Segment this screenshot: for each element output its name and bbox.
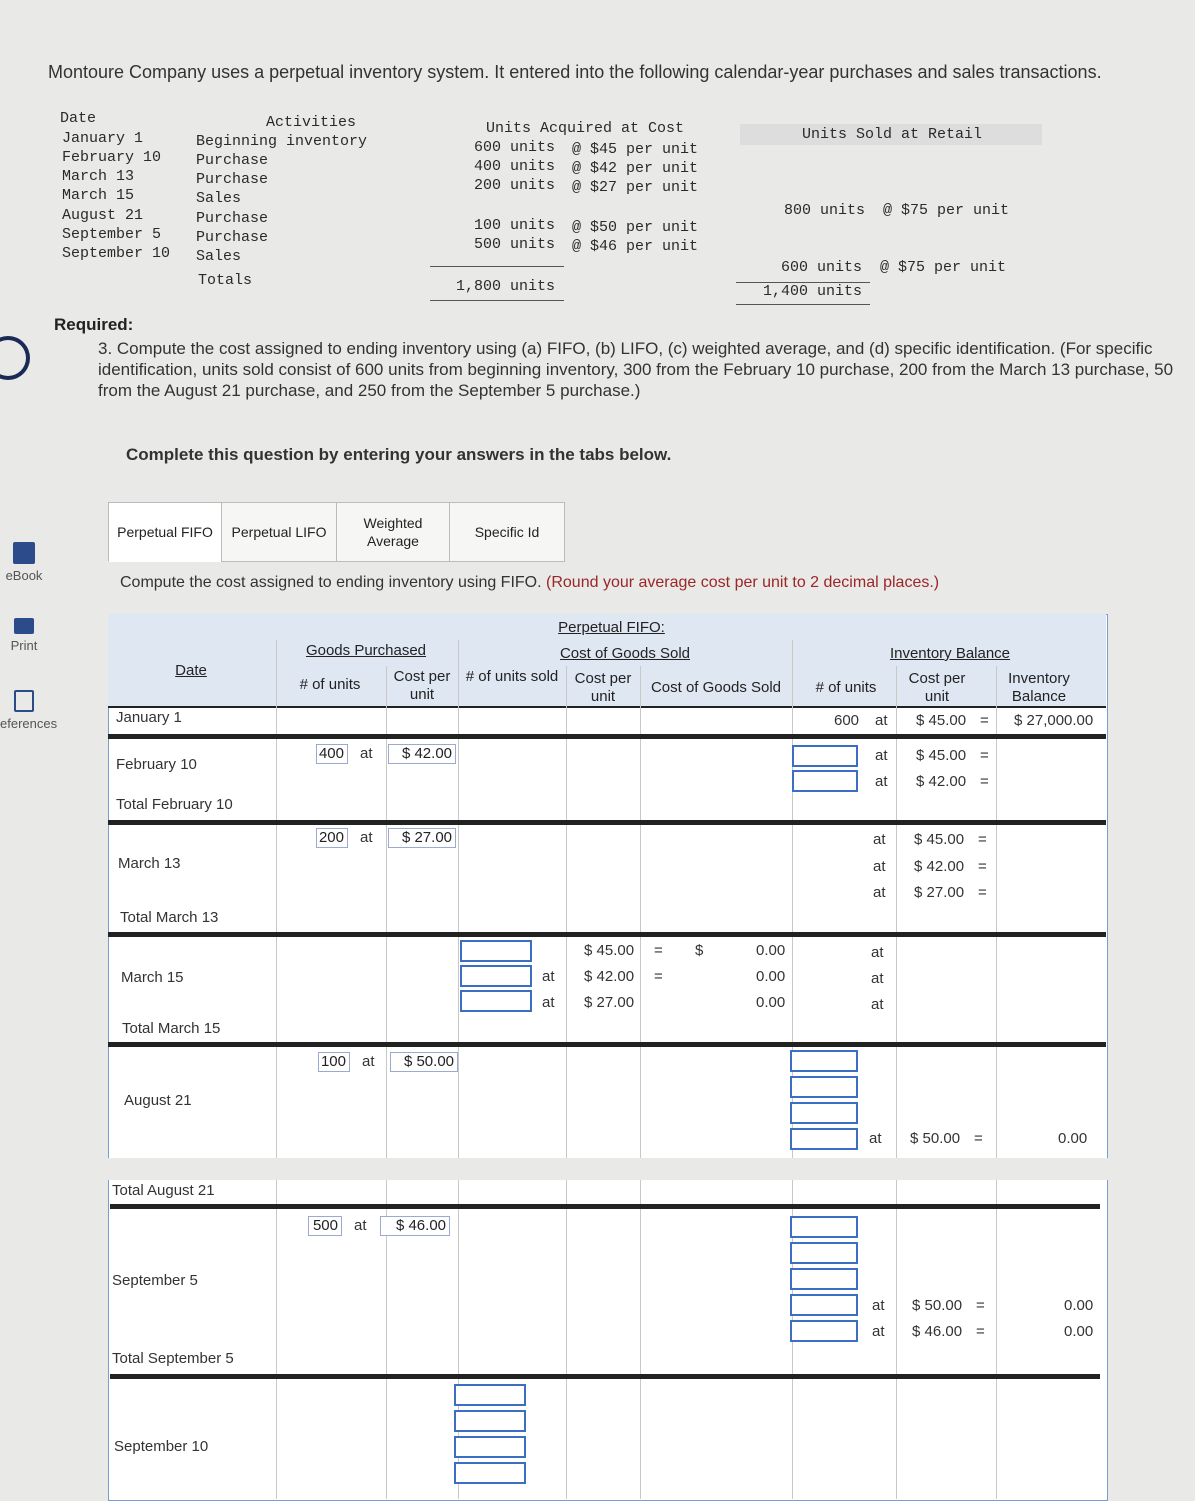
inv-units-sep5-5[interactable] — [790, 1320, 858, 1342]
units-sold-mar15-1[interactable] — [460, 940, 532, 962]
purchase-cost-mar13[interactable]: $ 27.00 — [388, 828, 456, 848]
inv-balance-jan1: $ 27,000.00 — [1014, 712, 1094, 729]
row-separator — [108, 932, 1106, 937]
units-sold-sep10-4[interactable] — [454, 1462, 526, 1484]
inv-units-sep5-2[interactable] — [790, 1242, 858, 1264]
header-inv-cost: Cost per unit — [908, 670, 966, 705]
table-header-activities: Activities — [266, 114, 357, 131]
at-text: at — [871, 944, 884, 961]
header-num-units: # of units — [299, 676, 361, 693]
tx-activity: Sales — [196, 248, 242, 265]
at-text: at — [871, 970, 884, 987]
at-text: at — [542, 994, 555, 1011]
at-text: at — [354, 1217, 367, 1234]
row-separator — [110, 1374, 1100, 1379]
ebook-icon — [13, 542, 35, 564]
cogs-cost-mar15-1: $ 45.00 — [584, 942, 635, 959]
purchase-units-sep5[interactable]: 500 — [308, 1216, 342, 1236]
eq-text: = — [980, 712, 989, 729]
total-acquired: 1,800 units — [456, 278, 556, 295]
tx-units-sold: 800 units @ $75 per unit — [784, 202, 1010, 219]
inv-cost-sep5-2: $ 46.00 — [912, 1323, 963, 1340]
inv-cost-aug21: $ 50.00 — [910, 1130, 961, 1147]
sidebar-item-ebook[interactable] — [0, 542, 48, 583]
inv-units-aug21-3[interactable] — [790, 1102, 858, 1124]
tab-weighted-average[interactable]: Weighted Average — [336, 502, 450, 562]
eq-text: = — [974, 1130, 983, 1147]
header-goods-purchased: Goods Purchased — [305, 642, 427, 659]
at-text: at — [872, 1323, 885, 1340]
row-label-mar15-total: Total March 15 — [122, 1020, 221, 1037]
inv-cost-mar13-2: $ 42.00 — [914, 858, 965, 875]
units-sold-mar15-3[interactable] — [460, 990, 532, 1012]
cogs-cost-mar15-2: $ 42.00 — [584, 968, 635, 985]
tx-unit-cost: @ $42 per unit — [572, 160, 699, 177]
references-icon — [14, 690, 34, 712]
totals-underline-acquired — [430, 300, 564, 301]
purchase-cost-aug21[interactable]: $ 50.00 — [390, 1052, 458, 1072]
inv-units-sep5-1[interactable] — [790, 1216, 858, 1238]
tx-units-acquired: 500 units — [474, 236, 556, 253]
header-inventory-balance: Inventory Balance — [889, 645, 1011, 662]
row-separator — [110, 1204, 1100, 1209]
tx-date: February 10 — [62, 149, 162, 166]
at-text: at — [875, 712, 888, 729]
inv-units-feb10-2[interactable] — [792, 770, 858, 792]
at-text: at — [875, 747, 888, 764]
sidebar-references-label: eferences — [0, 716, 58, 731]
tx-units-acquired: 100 units — [474, 217, 556, 234]
eq-text: = — [978, 858, 987, 875]
required-text: 3. Compute the cost assigned to ending inventory using (a) FIFO, (b) LIFO, (c) weighted average, and (d) specific identification. (For specific identification, units sold consist of 600 units from beginning inventory, 300 from the February 10 purchase, 200 from the March 13 purchase, 50 from the August 21 purchase, and 250 from the September 5 purchase.) — [98, 339, 1174, 400]
tx-units-sold: 600 units @ $75 per unit — [781, 259, 1007, 276]
complete-note: Complete this question by entering your answers in the tabs below. — [126, 445, 672, 464]
at-text: at — [872, 1297, 885, 1314]
tx-activity: Sales — [196, 190, 242, 207]
header-cost-per-unit: Cost per unit — [393, 668, 451, 703]
tab-perpetual-fifo[interactable]: Perpetual FIFO — [108, 502, 222, 562]
tx-activity: Purchase — [196, 171, 269, 188]
problem-intro: Montoure Company uses a perpetual inventory system. It entered into the following calendar-year purchases and sales transactions. — [48, 62, 1102, 82]
inv-cost-feb10-2: $ 42.00 — [916, 773, 967, 790]
tx-date: September 10 — [62, 245, 171, 262]
inv-cost-sep5-1: $ 50.00 — [912, 1297, 963, 1314]
header-cost-per-unit-sold: Cost per unit — [574, 670, 632, 705]
header-date: Date — [175, 662, 207, 679]
image-overlap-gap — [0, 1158, 1195, 1180]
inv-units-sep5-3[interactable] — [790, 1268, 858, 1290]
instruction-main: Compute the cost assigned to ending inventory using FIFO. — [120, 574, 542, 591]
tx-date: September 5 — [62, 226, 162, 243]
tx-units-acquired: 200 units — [474, 177, 556, 194]
table-header-sold: Units Sold at Retail — [740, 124, 1042, 145]
row-label-mar13-total: Total March 13 — [120, 909, 219, 926]
row-label-aug21-total: Total August 21 — [112, 1182, 215, 1199]
row-label-sep10: September 10 — [114, 1438, 209, 1455]
row-separator — [108, 734, 1106, 739]
sidebar-item-print[interactable] — [0, 618, 48, 653]
inv-balance-sep5-2: 0.00 — [1064, 1323, 1094, 1340]
eq-text: = — [980, 773, 989, 790]
units-sold-sep10-2[interactable] — [454, 1410, 526, 1432]
totals-underline-sold — [736, 304, 870, 305]
inv-units-aug21-1[interactable] — [790, 1050, 858, 1072]
tx-unit-cost: @ $27 per unit — [572, 179, 699, 196]
cogs-mar15-1: 0.00 — [756, 942, 786, 959]
cogs-cost-mar15-3: $ 27.00 — [584, 994, 635, 1011]
inv-units-aug21-4[interactable] — [790, 1128, 858, 1150]
eq-text: = — [654, 968, 663, 985]
eq-text: = — [976, 1323, 985, 1340]
tx-activity: Purchase — [196, 152, 269, 169]
row-separator — [108, 820, 1106, 825]
tx-activity: Purchase — [196, 210, 269, 227]
tx-unit-cost: @ $45 per unit — [572, 141, 699, 158]
at-text: at — [869, 1130, 882, 1147]
row-label-jan1: January 1 — [116, 709, 182, 726]
purchase-units-aug21[interactable]: 100 — [318, 1052, 350, 1072]
purchase-units-feb10[interactable]: 400 — [316, 744, 348, 764]
header-inv-units: # of units — [815, 679, 877, 696]
logo-icon — [0, 336, 30, 380]
cogs-mar15-2: 0.00 — [756, 968, 786, 985]
col-divider — [458, 640, 459, 1499]
header-cogs: Cost of Goods Sold — [650, 679, 782, 696]
totals-label: Totals — [198, 272, 253, 289]
tx-unit-cost: @ $46 per unit — [572, 238, 699, 255]
eq-text: = — [980, 747, 989, 764]
row-separator — [108, 1042, 1106, 1047]
at-text: at — [360, 745, 373, 762]
tx-activity: Beginning inventory — [196, 133, 368, 150]
purchase-cost-sep5[interactable]: $ 46.00 — [380, 1216, 450, 1236]
worksheet-title: Perpetual FIFO: — [558, 619, 665, 636]
print-icon — [14, 618, 34, 634]
row-label-mar13: March 13 — [118, 855, 181, 872]
at-text: at — [871, 996, 884, 1013]
header-inv-balance-col: Inventory Balance — [1008, 670, 1070, 705]
at-text: at — [873, 884, 886, 901]
total-sold: 1,400 units — [763, 283, 863, 300]
units-sold-mar15-2[interactable] — [460, 965, 532, 987]
units-sold-sep10-3[interactable] — [454, 1436, 526, 1458]
sidebar-print-label: Print — [10, 638, 38, 653]
tx-units-acquired: 600 units — [474, 139, 556, 156]
at-text: at — [362, 1053, 375, 1070]
purchase-units-mar13[interactable]: 200 — [316, 828, 348, 848]
required-title: Required: — [54, 315, 134, 334]
inv-balance-sep5-1: 0.00 — [1064, 1297, 1094, 1314]
eq-text: = — [978, 884, 987, 901]
table-header-date: Date — [60, 110, 97, 127]
tab-specific-id[interactable]: Specific Id — [449, 502, 565, 562]
row-label-aug21: August 21 — [124, 1092, 192, 1109]
cogs-mar15-3: 0.00 — [756, 994, 786, 1011]
instruction-round-note: (Round your average cost per unit to 2 decimal places.) — [546, 574, 940, 591]
row-label-feb10: February 10 — [116, 756, 197, 773]
instruction — [120, 574, 939, 592]
inv-balance-aug21: 0.00 — [1058, 1130, 1088, 1147]
inv-cost-mar13-3: $ 27.00 — [914, 884, 965, 901]
row-label-sep5-total: Total September 5 — [112, 1350, 234, 1367]
eq-text: = — [978, 831, 987, 848]
inv-cost-mar13-1: $ 45.00 — [914, 831, 965, 848]
tx-units-acquired: 400 units — [474, 158, 556, 175]
header-units-sold: # of units sold — [465, 668, 559, 685]
row-label-sep5: September 5 — [112, 1272, 198, 1289]
cogs-section-title: Cost of Goods Sold — [559, 645, 691, 662]
purchase-cost-feb10[interactable]: $ 42.00 — [388, 744, 456, 764]
tx-date: August 21 — [62, 207, 144, 224]
at-text: at — [542, 968, 555, 985]
inv-units-jan1: 600 — [834, 712, 860, 729]
sidebar-ebook-label: eBook — [5, 568, 43, 583]
tx-date: March 15 — [62, 187, 135, 204]
tab-perpetual-lifo[interactable]: Perpetual LIFO — [221, 502, 337, 562]
eq-text: = — [976, 1297, 985, 1314]
inv-cost-feb10-1: $ 45.00 — [916, 747, 967, 764]
tx-unit-cost: @ $50 per unit — [572, 219, 699, 236]
at-text: at — [360, 829, 373, 846]
dollar-sign: $ — [695, 942, 704, 959]
tx-activity: Purchase — [196, 229, 269, 246]
at-text: at — [875, 773, 888, 790]
inv-units-sep5-4[interactable] — [790, 1294, 858, 1316]
totals-rule-acquired — [430, 266, 564, 267]
at-text: at — [873, 858, 886, 875]
inv-units-feb10-1[interactable] — [792, 745, 858, 767]
inv-units-aug21-2[interactable] — [790, 1076, 858, 1098]
eq-text: = — [654, 942, 663, 959]
row-label-feb10-total: Total February 10 — [116, 796, 233, 813]
tx-date: January 1 — [62, 130, 144, 147]
sidebar-item-references[interactable] — [0, 690, 58, 731]
col-divider — [276, 640, 277, 1499]
at-text: at — [873, 831, 886, 848]
inv-cost-jan1: $ 45.00 — [916, 712, 967, 729]
units-sold-sep10-1[interactable] — [454, 1384, 526, 1406]
row-label-mar15: March 15 — [121, 969, 184, 986]
tx-date: March 13 — [62, 168, 135, 185]
table-header-acquired: Units Acquired at Cost — [486, 120, 685, 137]
